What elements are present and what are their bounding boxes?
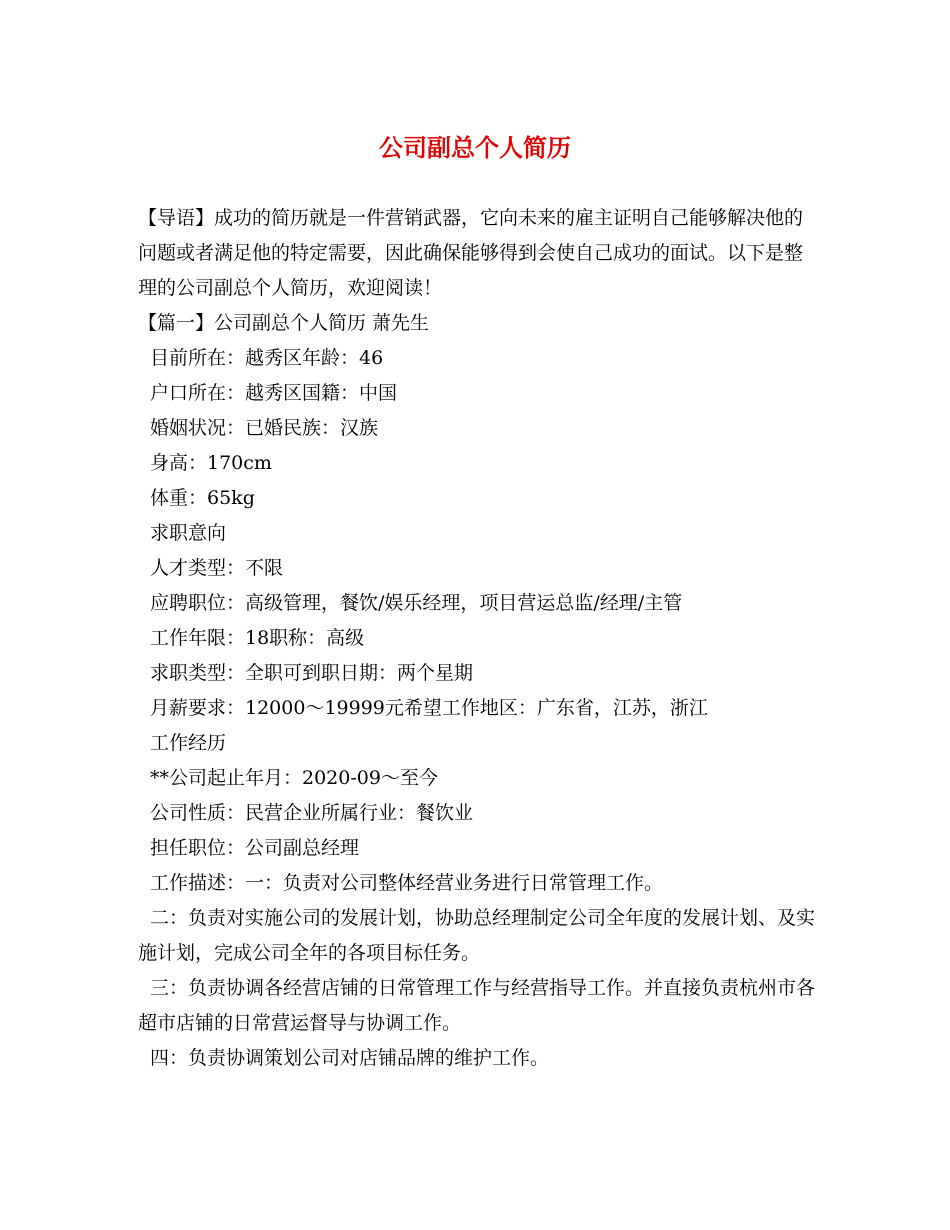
resume-line: 工作描述：一：负责对公司整体经营业务进行日常管理工作。 — [150, 872, 664, 894]
resume-line: 工作年限：18职称：高级 — [150, 627, 365, 649]
resume-line: 目前所在：越秀区年龄：46 — [150, 347, 384, 369]
resume-line: 户口所在：越秀区国籍：中国 — [150, 382, 398, 404]
section-heading: 【篇一】公司副总个人简历 萧先生 — [138, 312, 430, 334]
duty-paragraph: 四：负责协调策划公司对店铺品牌的维护工作。 — [150, 1047, 550, 1069]
resume-line: 求职类型：全职可到职日期：两个星期 — [150, 662, 474, 684]
duty-paragraph: 二：负责对实施公司的发展计划，协助总经理制定公司全年度的发展计划、及实施计划，完成公司全年的各项目标任务。 — [138, 907, 816, 964]
page-title: 公司副总个人简历 — [379, 133, 571, 162]
resume-line: 担任职位：公司副总经理 — [150, 837, 360, 859]
resume-line: 工作经历 — [150, 732, 227, 754]
resume-line: 公司性质：民营企业所属行业：餐饮业 — [150, 802, 474, 824]
document-body — [138, 201, 818, 1076]
resume-line: 应聘职位：高级管理，餐饮/娱乐经理，项目营运总监/经理/主管 — [150, 592, 683, 614]
resume-line: 婚姻状况：已婚民族：汉族 — [150, 417, 379, 439]
resume-line: 求职意向 — [150, 522, 227, 544]
resume-line: 身高：170cm — [150, 452, 272, 474]
intro-paragraph: 【导语】成功的简历就是一件营销武器，它向未来的雇主证明自己能够解决他的问题或者满足他的特定需要，因此确保能够得到会使自己成功的面试。以下是整理的公司副总个人简历，欢迎阅读！ — [138, 207, 804, 299]
resume-line: 体重：65kg — [150, 487, 255, 509]
resume-line: 月薪要求：12000～19999元希望工作地区：广东省，江苏，浙江 — [150, 697, 708, 719]
resume-line: **公司起止年月：2020-09～至今 — [150, 767, 438, 789]
duty-paragraph: 三：负责协调各经营店铺的日常管理工作与经营指导工作。并直接负责杭州市各超市店铺的日常营运督导与协调工作。 — [138, 977, 816, 1034]
resume-line: 人才类型：不限 — [150, 557, 284, 579]
